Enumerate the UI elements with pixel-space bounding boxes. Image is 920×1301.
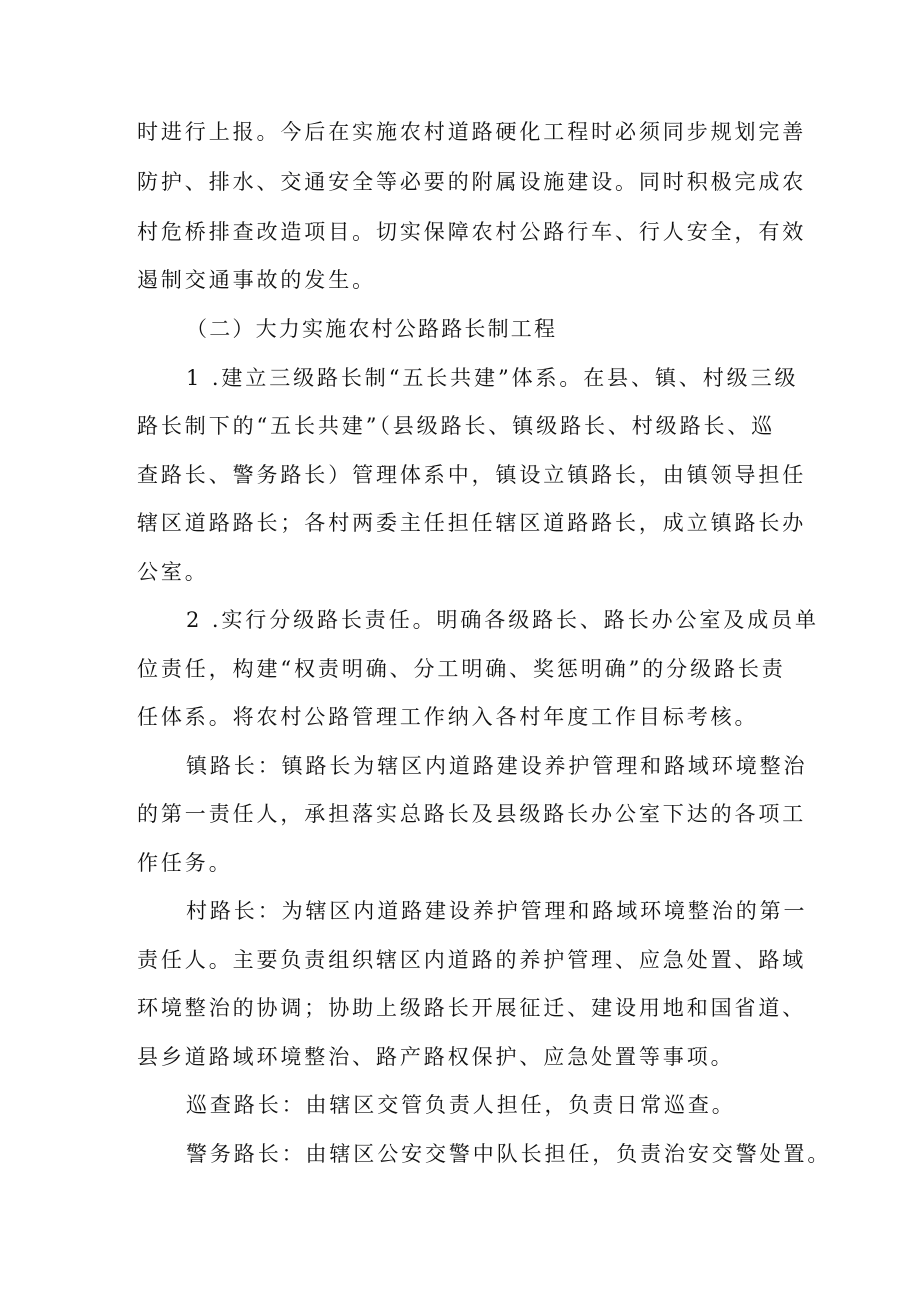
paragraph-line: 2 .实行分级路长责任。明确各级路长、路长办公室及成员单 (186, 608, 819, 632)
paragraph-line: 村路长：为辖区内道路建设养护管理和路域环境整治的第一 (186, 899, 808, 923)
paragraph-line: 1 .建立三级路长制“五长共建”体系。在县、镇、村级三级 (186, 366, 799, 390)
paragraph-line: 责任人。主要负责组织辖区内道路的养护管理、应急处置、路域 (137, 948, 807, 972)
section-heading: （二）大力实施农村公路路长制工程 (186, 317, 558, 341)
paragraph-line: 环境整治的协调；协助上级路长开展征迁、建设用地和国省道、 (137, 996, 807, 1020)
paragraph-line: 遏制交通事故的发生。 (137, 268, 376, 292)
paragraph-line: 路长制下的“五长共建”（县级路长、镇级路长、村级路长、巡 (137, 414, 776, 438)
paragraph-line: 查路长、警务路长）管理体系中，镇设立镇路长，由镇领导担任 (137, 463, 807, 487)
paragraph-line: 的第一责任人，承担落实总路长及县级路长办公室下达的各项工 (137, 802, 807, 826)
paragraph-line: 镇路长：镇路长为辖区内道路建设养护管理和路域环境整治 (186, 754, 808, 778)
paragraph-line: 县乡道路域环境整治、路产路权保护、应急处置等事项。 (137, 1045, 735, 1069)
paragraph-line: 巡查路长：由辖区交管负责人担任，负责日常巡查。 (186, 1093, 736, 1117)
paragraph-line: 警务路长：由辖区公安交警中队长担任，负责治安交警处置。 (186, 1142, 832, 1166)
paragraph-line: 公室。 (137, 560, 209, 584)
paragraph-line: 时进行上报。今后在实施农村道路硬化工程时必须同步规划完善 (137, 120, 807, 144)
paragraph-line: 防护、排水、交通安全等必要的附属设施建设。同时积极完成农 (137, 170, 807, 194)
paragraph-line: 村危桥排查改造项目。切实保障农村公路行车、行人安全，有效 (137, 220, 807, 244)
paragraph-line: 位责任，构建“权责明确、分工明确、奖惩明确”的分级路长责 (137, 657, 786, 681)
paragraph-line: 作任务。 (137, 851, 233, 875)
paragraph-line: 辖区道路路长；各村两委主任担任辖区道路路长，成立镇路长办 (137, 511, 807, 535)
paragraph-line: 任体系。将农村公路管理工作纳入各村年度工作目标考核。 (137, 705, 759, 729)
